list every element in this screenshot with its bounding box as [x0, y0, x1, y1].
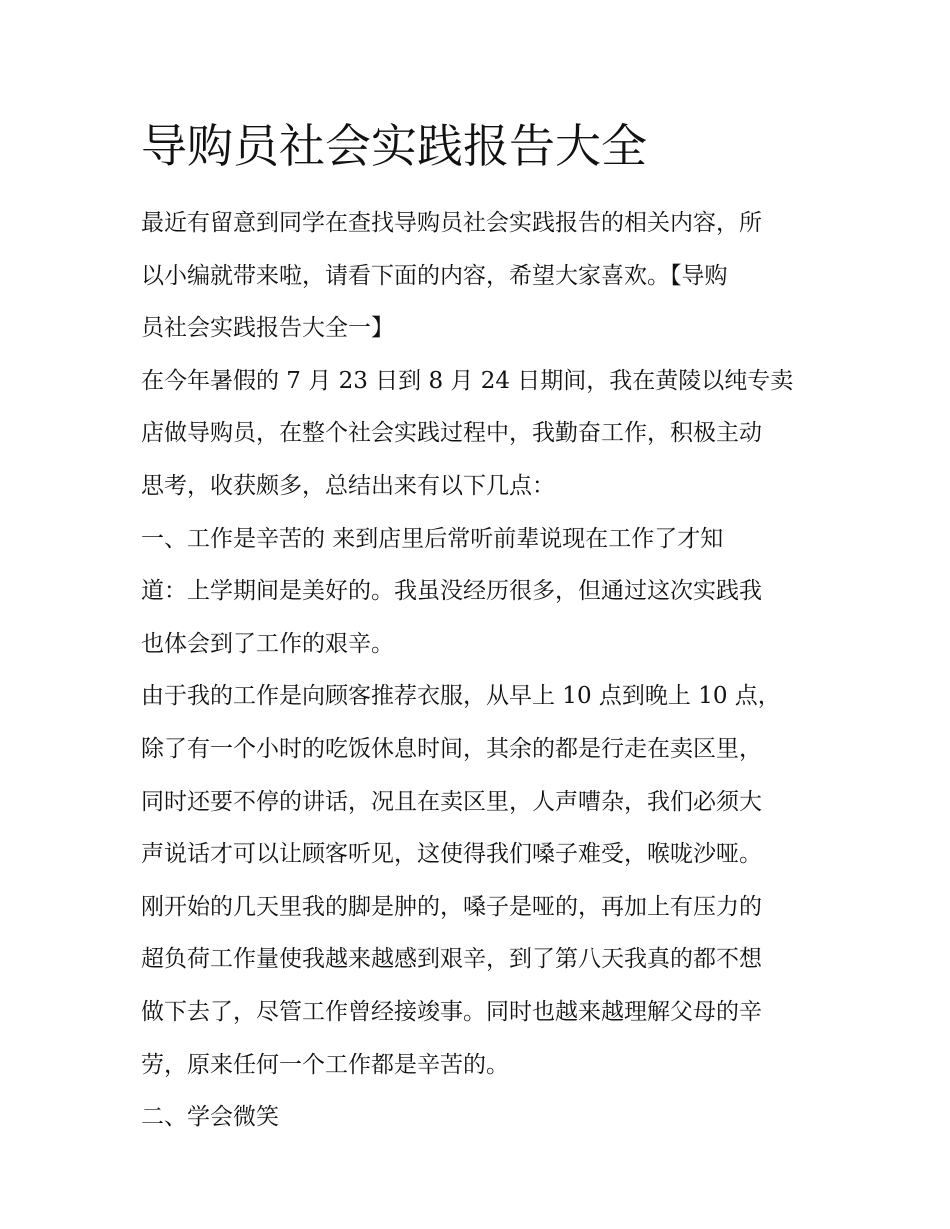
text-line: 劳，原来任何一个工作都是辛苦的。	[141, 1051, 509, 1078]
text-line: 也体会到了工作的艰辛。	[141, 630, 394, 657]
text-line: 二、学会微笑	[141, 1104, 279, 1131]
text-line: 除了有一个小时的吃饭休息时间，其余的都是行走在卖区里，	[141, 735, 762, 762]
text-line: 道：上学期间是美好的。我虽没经历很多，但通过这次实践我	[141, 578, 762, 605]
document-body	[141, 197, 813, 1144]
text-line: 一、工作是辛苦的 来到店里后常听前辈说现在工作了才知	[141, 525, 724, 552]
text-line: 在今年暑假的 7 月 23 日到 8 月 24 日期间，我在黄陵以纯专卖	[141, 367, 794, 394]
text-line: 店做导购员，在整个社会实践过程中，我勤奋工作，积极主动	[141, 420, 762, 447]
text-line: 刚开始的几天里我的脚是肿的，嗓子是哑的，再加上有压力的	[141, 893, 762, 920]
text-line: 做下去了，尽管工作曾经接竣事。同时也越来越理解父母的辛	[141, 998, 762, 1025]
text-line: 超负荷工作量使我越来越感到艰辛，到了第八天我真的都不想	[141, 946, 762, 973]
text-line: 声说话才可以让顾客听见，这使得我们嗓子难受，喉咙沙哑。	[141, 841, 762, 868]
text-line: 员社会实践报告大全一】	[141, 315, 394, 342]
document-title: 导购员社会实践报告大全	[141, 119, 647, 173]
text-line: 同时还要不停的讲话，况且在卖区里，人声嘈杂，我们必须大	[141, 788, 762, 815]
text-line: 最近有留意到同学在查找导购员社会实践报告的相关内容，所	[141, 210, 762, 236]
text-line: 思考，收获颇多，总结出来有以下几点：	[141, 472, 555, 499]
text-line: 以小编就带来啦，请看下面的内容，希望大家喜欢。【导购	[141, 262, 728, 289]
text-line: 由于我的工作是向顾客推荐衣服，从早上 10 点到晚上 10 点，	[141, 683, 781, 710]
